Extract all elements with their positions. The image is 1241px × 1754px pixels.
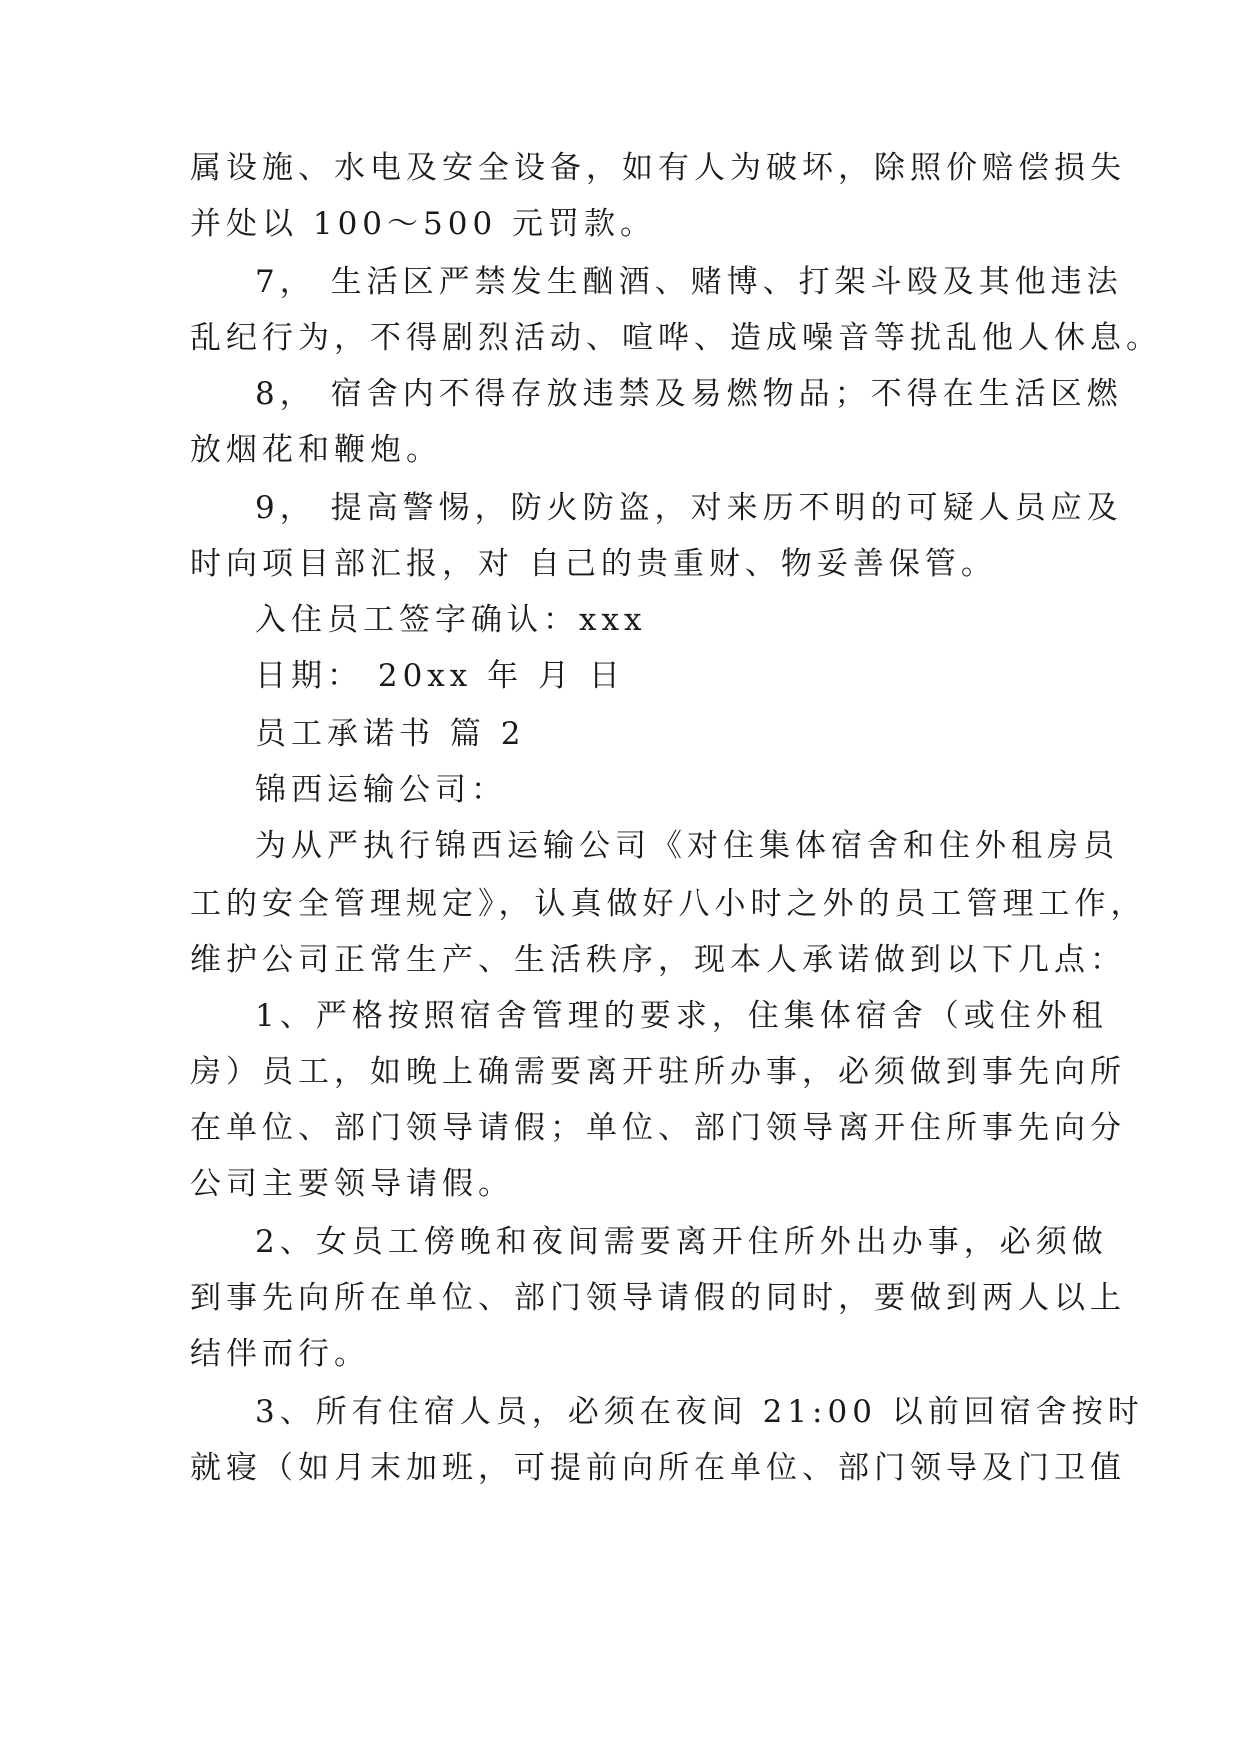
- text-line: 3、所有住宿人员，必须在夜间 21:00 以前回宿舍按时: [255, 1394, 1144, 1430]
- text-line: 1、严格按照宿舍管理的要求，住集体宿舍（或住外租: [255, 998, 1108, 1034]
- text-line: 就寝（如月末加班，可提前向所在单位、部门领导及门卫值: [190, 1450, 1126, 1486]
- text-line: 8， 宿舍内不得存放违禁及易燃物品；不得在生活区燃: [255, 376, 1123, 412]
- addressee: 锦西运输公司：: [255, 772, 507, 808]
- text-line: 工的安全管理规定》，认真做好八小时之外的员工管理工作，: [190, 886, 1147, 922]
- text-line: 乱纪行为，不得剧烈活动、喧哗、造成噪音等扰乱他人休息。: [190, 320, 1162, 356]
- text-line: 公司主要领导请假。: [190, 1166, 514, 1202]
- text-line: 到事先向所在单位、部门领导请假的同时，要做到两人以上: [190, 1280, 1126, 1316]
- text-line: 9， 提高警惕，防火防盗，对来历不明的可疑人员应及: [255, 490, 1123, 526]
- text-line: 7， 生活区严禁发生酗酒、赌博、打架斗殴及其他违法: [255, 264, 1123, 300]
- text-line: 维护公司正常生产、生活秩序，现本人承诺做到以下几点：: [190, 942, 1126, 978]
- text-line: 结伴而行。: [190, 1336, 370, 1372]
- section-title: 员工承诺书 篇 2: [255, 716, 526, 752]
- signature-line: 入住员工签字确认：xxx: [255, 602, 647, 638]
- text-line: 为从严执行锦西运输公司《对住集体宿舍和住外租房员: [255, 828, 1119, 864]
- text-line: 在单位、部门领导请假；单位、部门领导离开住所事先向分: [190, 1110, 1126, 1146]
- date-line: 日期： 20xx 年 月 日: [255, 658, 625, 694]
- text-line: 放烟花和鞭炮。: [190, 432, 442, 468]
- text-line: 房）员工，如晚上确需要离开驻所办事，必须做到事先向所: [190, 1054, 1126, 1090]
- text-line: 2、女员工傍晚和夜间需要离开住所外出办事，必须做: [255, 1224, 1108, 1260]
- text-line: 并处以 100～500 元罚款。: [190, 206, 657, 242]
- text-line: 属设施、水电及安全设备，如有人为破坏，除照价赔偿损失: [190, 150, 1126, 186]
- text-line: 时向项目部汇报，对 自己的贵重财、物妥善保管。: [190, 546, 997, 582]
